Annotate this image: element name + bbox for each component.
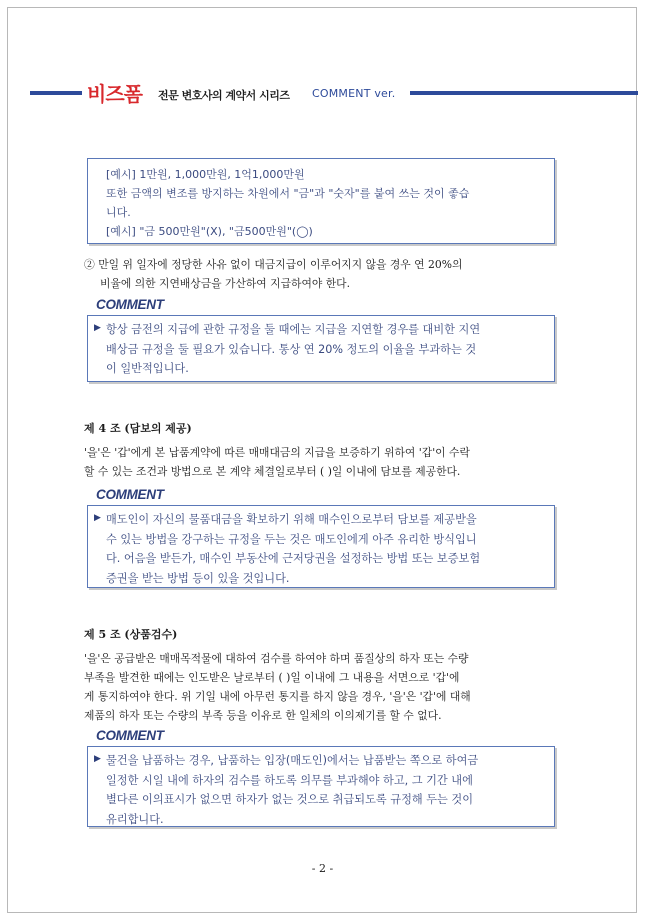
article-4-title: 제 4 조 (담보의 제공) <box>84 422 192 435</box>
triangle-bullet-icon: ▶ <box>94 513 101 523</box>
example-line: [예시] 1만원, 1,000만원, 1억1,000만원 <box>106 168 305 181</box>
clause-2-paragraph <box>84 255 559 293</box>
comment-line: 유리합니다. <box>106 812 164 826</box>
series-version: COMMENT ver. <box>312 87 396 100</box>
comment-line: 다. 어음을 받든가, 매수인 부동산에 근저당권을 설정하는 방법 또는 보증보험 <box>106 552 481 565</box>
comment-line: 증권을 받는 방법 등이 있을 것입니다. <box>106 571 290 585</box>
header-rule-left <box>30 91 82 95</box>
comment-line: 수 있는 방법을 강구하는 규정을 두는 것은 매도인에게 아주 유리한 방식입니 <box>106 532 477 546</box>
comment-label: COMMENT <box>96 728 164 743</box>
comment-line: 매도인이 자신의 물품대금을 확보하기 위해 매수인으로부터 담보를 제공받을 <box>106 513 477 526</box>
triangle-bullet-icon: ▶ <box>94 754 101 764</box>
page-number: - 2 - <box>311 862 334 875</box>
comment-line: 물건을 납품하는 경우, 납품하는 입장(매도인)에서는 납품받는 쪽으로 하여금 <box>106 754 479 767</box>
comment-line: 일정한 시일 내에 하자의 검수를 하도록 의무를 부과해야 하고, 그 기간 내에 <box>106 773 473 787</box>
example-line: [예시] "금 500만원"(X), "금500만원"(◯) <box>106 225 313 238</box>
comment-box-3 <box>87 746 555 827</box>
article-line: '을'은 공급받은 매매목적물에 대하여 검수를 하여야 하며 품질상의 하자 또는 수량 <box>84 652 469 665</box>
comment-label: COMMENT <box>96 297 164 312</box>
article-line: 부족을 발견한 때에는 인도받은 날로부터 ( )일 이내에 그 내용을 서면으로 '갑'에 <box>84 671 460 684</box>
comment-line: 별다른 이의표시가 없으면 하자가 없는 것으로 취급되도록 규정해 두는 것이 <box>106 793 474 806</box>
series-title: 전문 변호사의 계약서 시리즈 <box>158 89 290 102</box>
clause-line: ② 만일 위 일자에 정당한 사유 없이 대금지급이 이루어지지 않을 경우 연 20%의 <box>84 258 463 271</box>
article-line: 할 수 있는 조건과 방법으로 본 계약 체결일로부터 ( )일 이내에 담보를 제공한다. <box>84 465 461 478</box>
example-line: 또한 금액의 변조를 방지하는 차원에서 "금"과 "숫자"를 붙여 쓰는 것이 좋습 <box>106 187 470 200</box>
comment-box-1 <box>87 315 555 382</box>
clause-line: 비율에 의한 지연배상금을 가산하여 지급하여야 한다. <box>100 277 351 290</box>
example-box <box>87 158 555 244</box>
article-line: 제품의 하자 또는 수량의 부족 등을 이유로 한 일체의 이의제기를 할 수 없다. <box>84 709 442 722</box>
comment-line: 이 일반적입니다. <box>106 362 189 375</box>
comment-line: 항상 금전의 지급에 관한 규정을 둘 때에는 지급을 지연할 경우를 대비한 지연 <box>106 323 481 336</box>
comment-line: 배상금 규정을 둘 필요가 있습니다. 통상 연 20% 정도의 이율을 부과하는 것 <box>106 342 477 356</box>
article-5-body <box>84 649 559 725</box>
triangle-bullet-icon: ▶ <box>94 323 101 333</box>
article-5-title: 제 5 조 (상품검수) <box>84 628 178 641</box>
header-rule-right <box>410 91 638 95</box>
brand-logo-text: 비즈폼 <box>87 82 142 106</box>
article-4-body <box>84 443 559 481</box>
article-line: '을'은 '갑'에게 본 납품계약에 따른 매매대금의 지급을 보증하기 위하여 '갑'이 수락 <box>84 446 470 459</box>
article-line: 게 통지하여야 한다. 위 기일 내에 아무런 통지를 하지 않을 경우, '을'은 '갑'에 대해 <box>84 690 471 703</box>
document-header <box>30 80 640 104</box>
comment-label: COMMENT <box>96 487 164 502</box>
example-line: 니다. <box>106 206 131 219</box>
comment-box-2 <box>87 505 555 588</box>
